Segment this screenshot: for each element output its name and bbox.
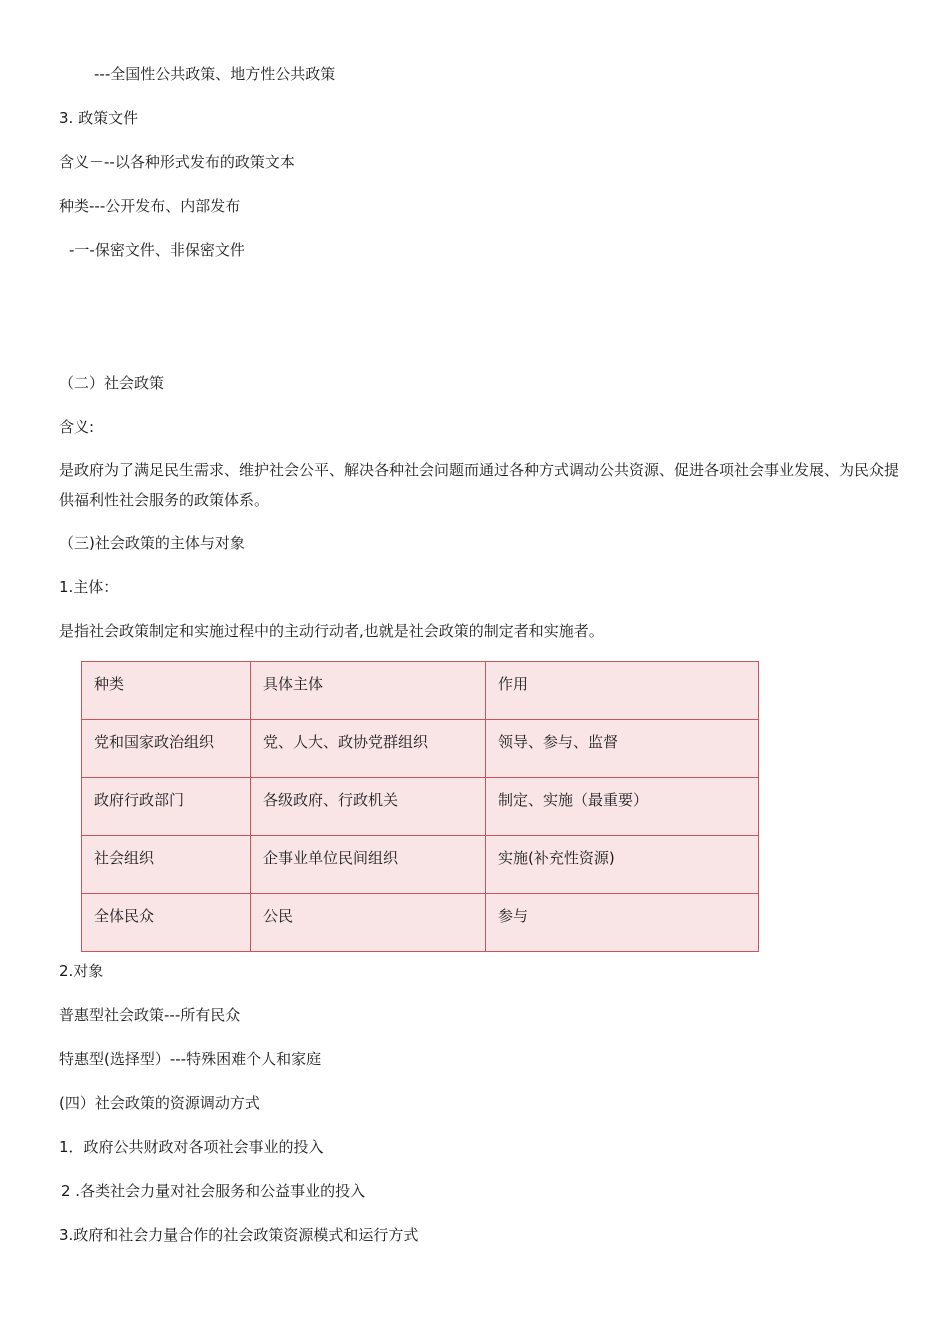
table-cell: 政府行政部门 <box>82 778 251 836</box>
table-cell: 领导、参与、监督 <box>486 720 759 778</box>
table-cell: 党和国家政治组织 <box>82 720 251 778</box>
table-cell: 参与 <box>486 894 759 952</box>
table-header-cell: 具体主体 <box>251 662 486 720</box>
table-cell: 各级政府、行政机关 <box>251 778 486 836</box>
table-header-row <box>82 662 759 720</box>
selective-policy-line: 特惠型(选择型）---特殊困难个人和家庭 <box>59 1050 322 1068</box>
table-cell: 党、人大、政协党群组织 <box>251 720 486 778</box>
universal-policy-line: 普惠型社会政策---所有民众 <box>59 1006 241 1024</box>
table-header-cell: 种类 <box>82 662 251 720</box>
meaning-label: 含义: <box>59 418 95 436</box>
policy-document-meaning: 含义－--以各种形式发布的政策文本 <box>59 153 295 171</box>
policy-scope-line: ---全国性公共政策、地方性公共政策 <box>94 65 336 83</box>
resource-mobilization-heading: (四）社会政策的资源调动方式 <box>59 1094 260 1112</box>
table-cell: 社会组织 <box>82 836 251 894</box>
policy-document-confidentiality: -一-保密文件、非保密文件 <box>69 241 245 259</box>
policy-document-types: 种类---公开发布、内部发布 <box>59 197 241 215</box>
table-cell: 制定、实施（最重要） <box>486 778 759 836</box>
table-cell: 全体民众 <box>82 894 251 952</box>
object-heading: 2.对象 <box>59 962 104 980</box>
resource-item-1: 1．政府公共财政对各项社会事业的投入 <box>59 1138 324 1156</box>
table-row <box>82 836 759 894</box>
table-cell: 公民 <box>251 894 486 952</box>
table-cell: 实施(补充性资源) <box>486 836 759 894</box>
policy-subjects-table <box>81 661 759 952</box>
table-cell: 企事业单位民间组织 <box>251 836 486 894</box>
social-policy-heading: （二）社会政策 <box>59 374 165 392</box>
social-policy-definition: 是政府为了满足民生需求、维护社会公平、解决各种社会问题而通过各种方式调动公共资源、促进各项社会事业发展、为民众提供福利性社会服务的政策体系。 <box>59 461 900 509</box>
table-row <box>82 778 759 836</box>
subject-definition: 是指社会政策制定和实施过程中的主动行动者,也就是社会政策的制定者和实施者。 <box>59 622 604 640</box>
resource-item-3: 3.政府和社会力量合作的社会政策资源模式和运行方式 <box>59 1226 419 1244</box>
table-row <box>82 720 759 778</box>
resource-item-2: 2 .各类社会力量对社会服务和公益事业的投入 <box>61 1182 366 1200</box>
subject-heading: 1.主体： <box>59 578 119 596</box>
table-header-cell: 作用 <box>486 662 759 720</box>
table-row <box>82 894 759 952</box>
subjects-objects-heading: （三)社会政策的主体与对象 <box>59 534 245 552</box>
section-3-heading: 3. 政策文件 <box>59 109 139 127</box>
